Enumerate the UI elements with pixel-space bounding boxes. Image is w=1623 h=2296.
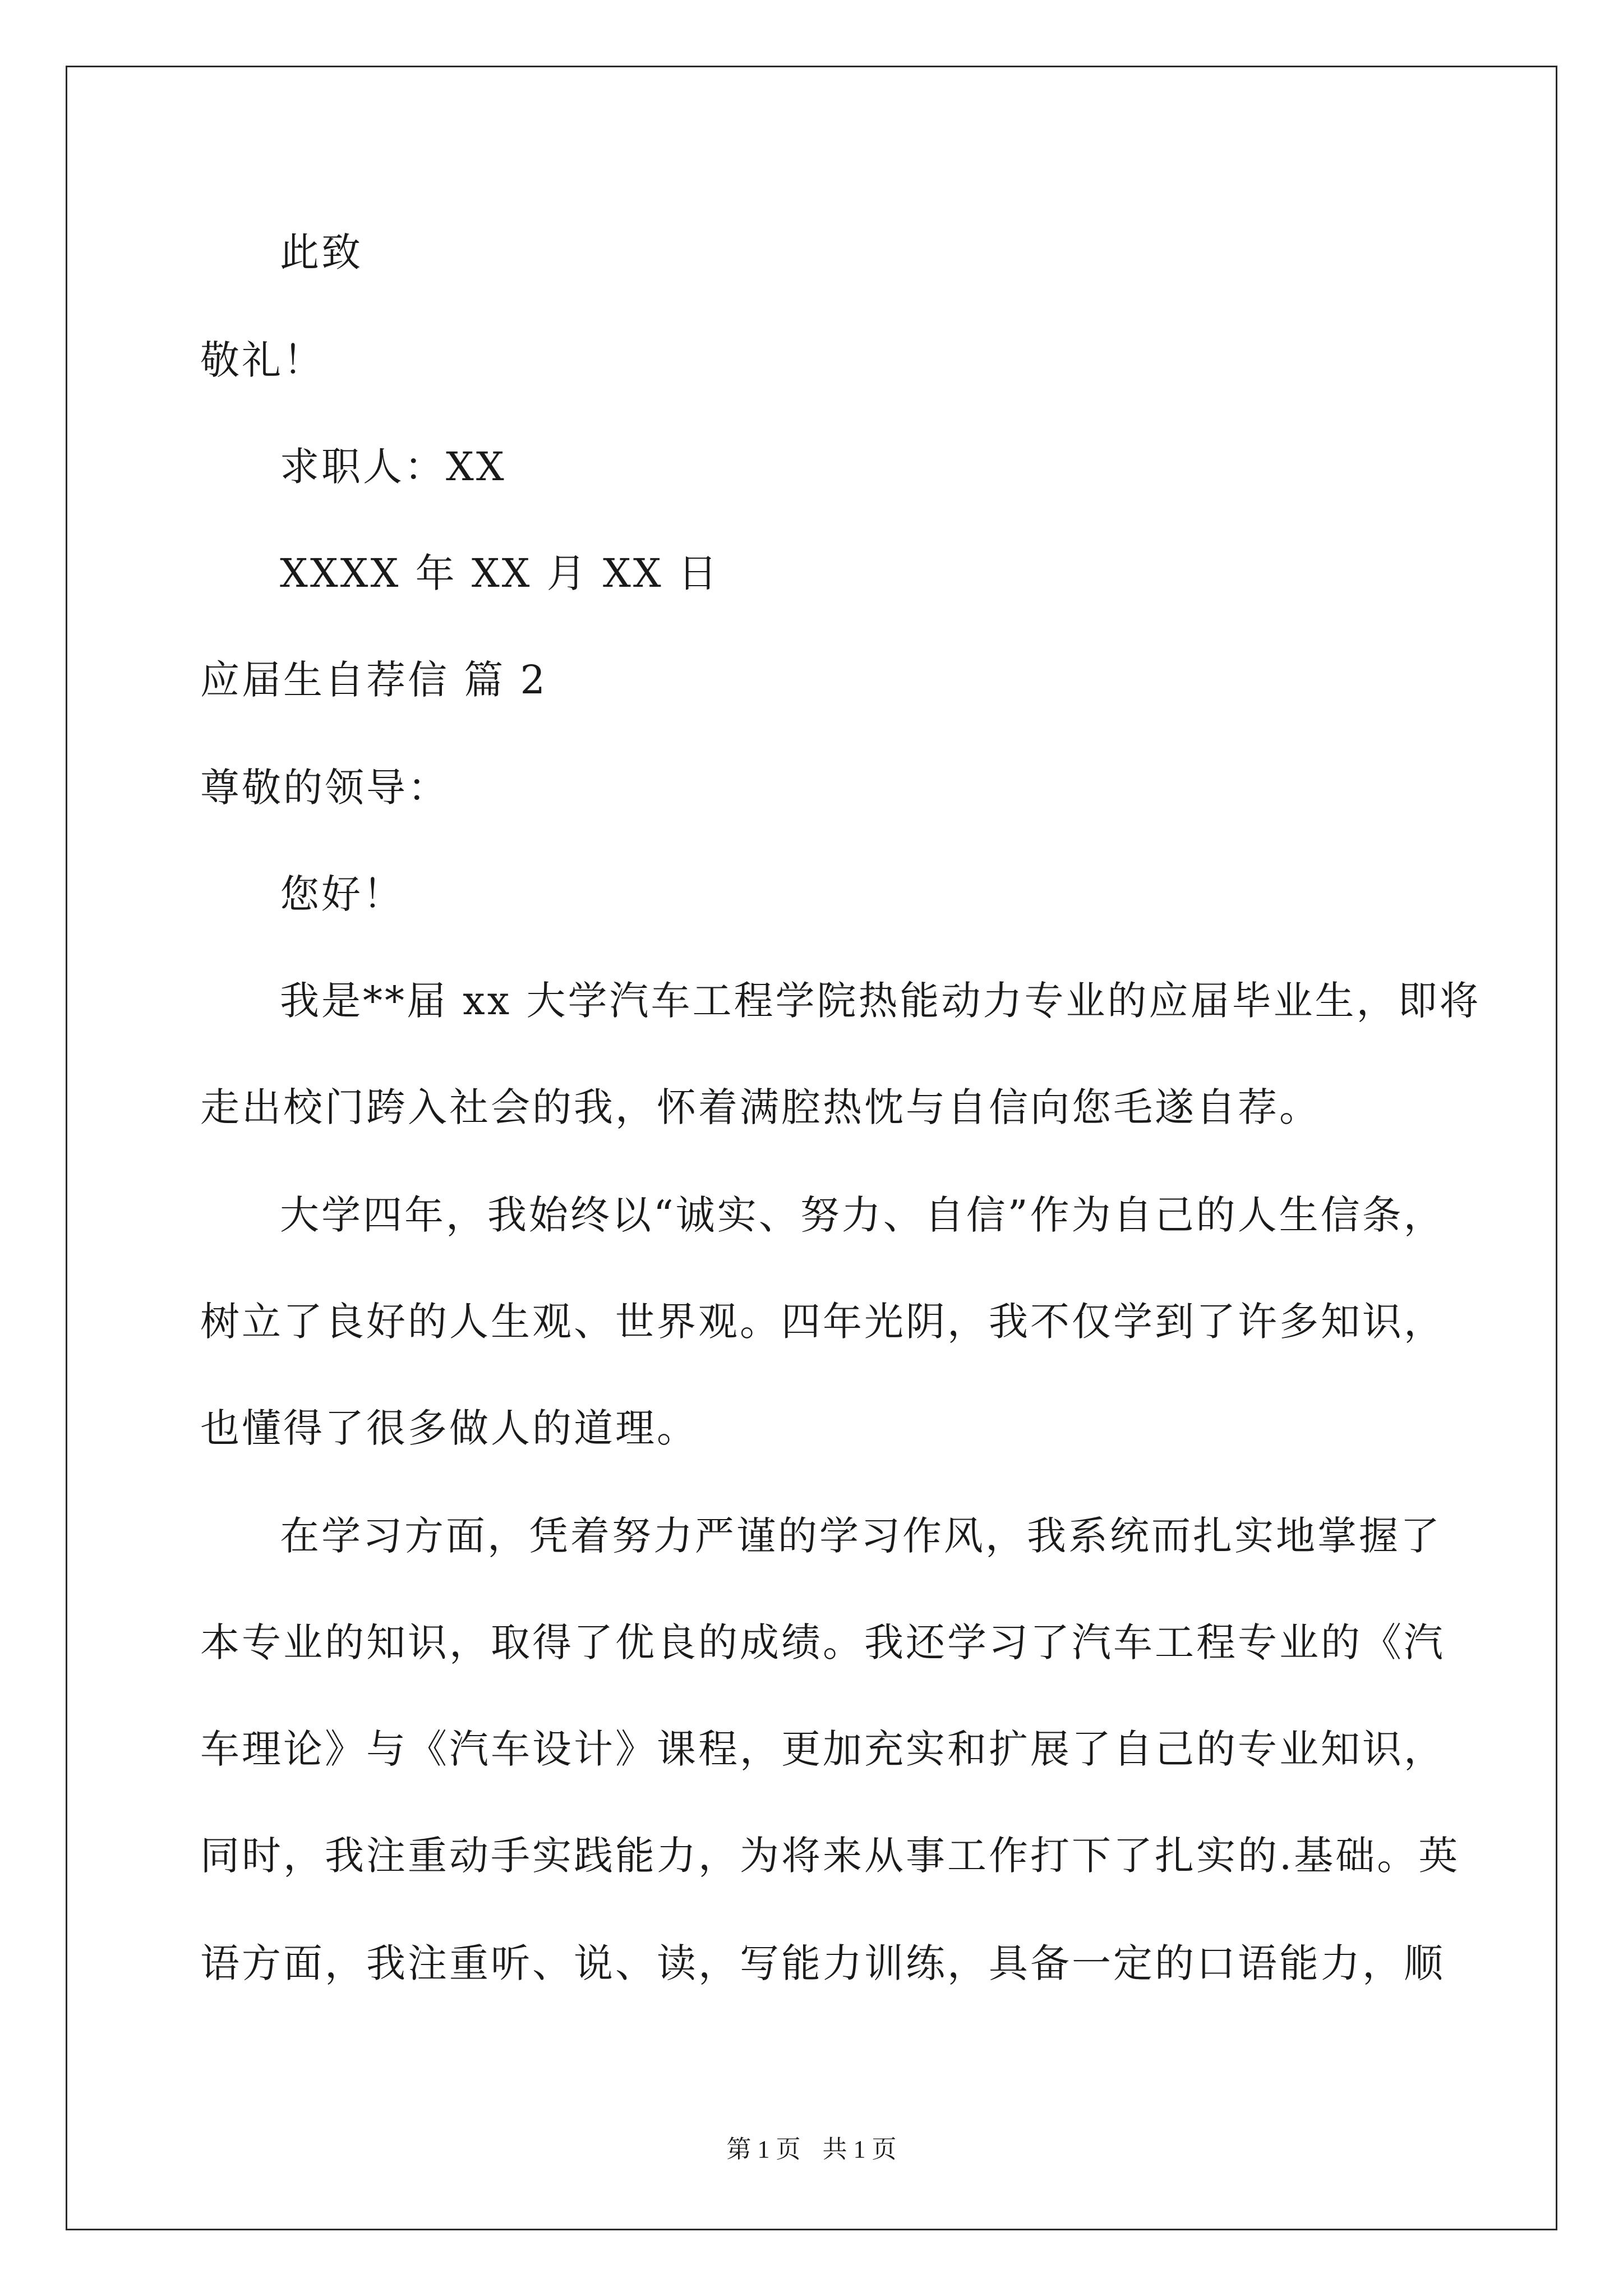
page-number: 第 1 页: [726, 2136, 801, 2163]
closing-salutation: 此致: [280, 229, 363, 275]
paragraph-line: 也懂得了很多做人的道理。: [200, 1405, 698, 1451]
paragraph-line: 树立了良好的人生观、世界观。四年光阴，我不仅学到了许多知识，: [200, 1299, 1445, 1345]
section-heading: 应届生自荐信 篇 2: [200, 657, 548, 703]
paragraph-line: 大学四年，我始终以“诚实、努力、自信”作为自己的人生信条，: [280, 1192, 1445, 1238]
closing-regards: 敬礼！: [200, 337, 325, 383]
paragraph-line: 走出校门跨入社会的我，怀着满腔热忱与自信向您毛遂自荐。: [200, 1084, 1321, 1130]
page-footer: [0, 2129, 1623, 2165]
signature-applicant: 求职人：XX: [280, 444, 506, 490]
paragraph-line: 车理论》与《汽车设计》课程，更加充实和扩展了自己的专业知识，: [200, 1726, 1445, 1772]
paragraph-line: 同时，我注重动手实践能力，为将来从事工作打下了扎实的.基础。英: [200, 1833, 1460, 1879]
paragraph-line: 我是**届 xx 大学汽车工程学院热能动力专业的应届毕业生，即将: [280, 978, 1481, 1024]
page-border: [66, 66, 1557, 2230]
paragraph-line: 语方面，我注重听、说、读，写能力训练，具备一定的口语能力，顺: [200, 1940, 1445, 1986]
signature-date: XXXX 年 XX 月 XX 日: [280, 550, 720, 596]
page-total: 共 1 页: [822, 2136, 897, 2163]
paragraph-line: 在学习方面，凭着努力严谨的学习作风，我系统而扎实地掌握了: [280, 1513, 1442, 1559]
paragraph-line: 本专业的知识，取得了优良的成绩。我还学习了汽车工程专业的《汽: [200, 1619, 1445, 1665]
greeting: 尊敬的领导：: [200, 765, 449, 811]
greeting-hello: 您好！: [280, 871, 404, 917]
